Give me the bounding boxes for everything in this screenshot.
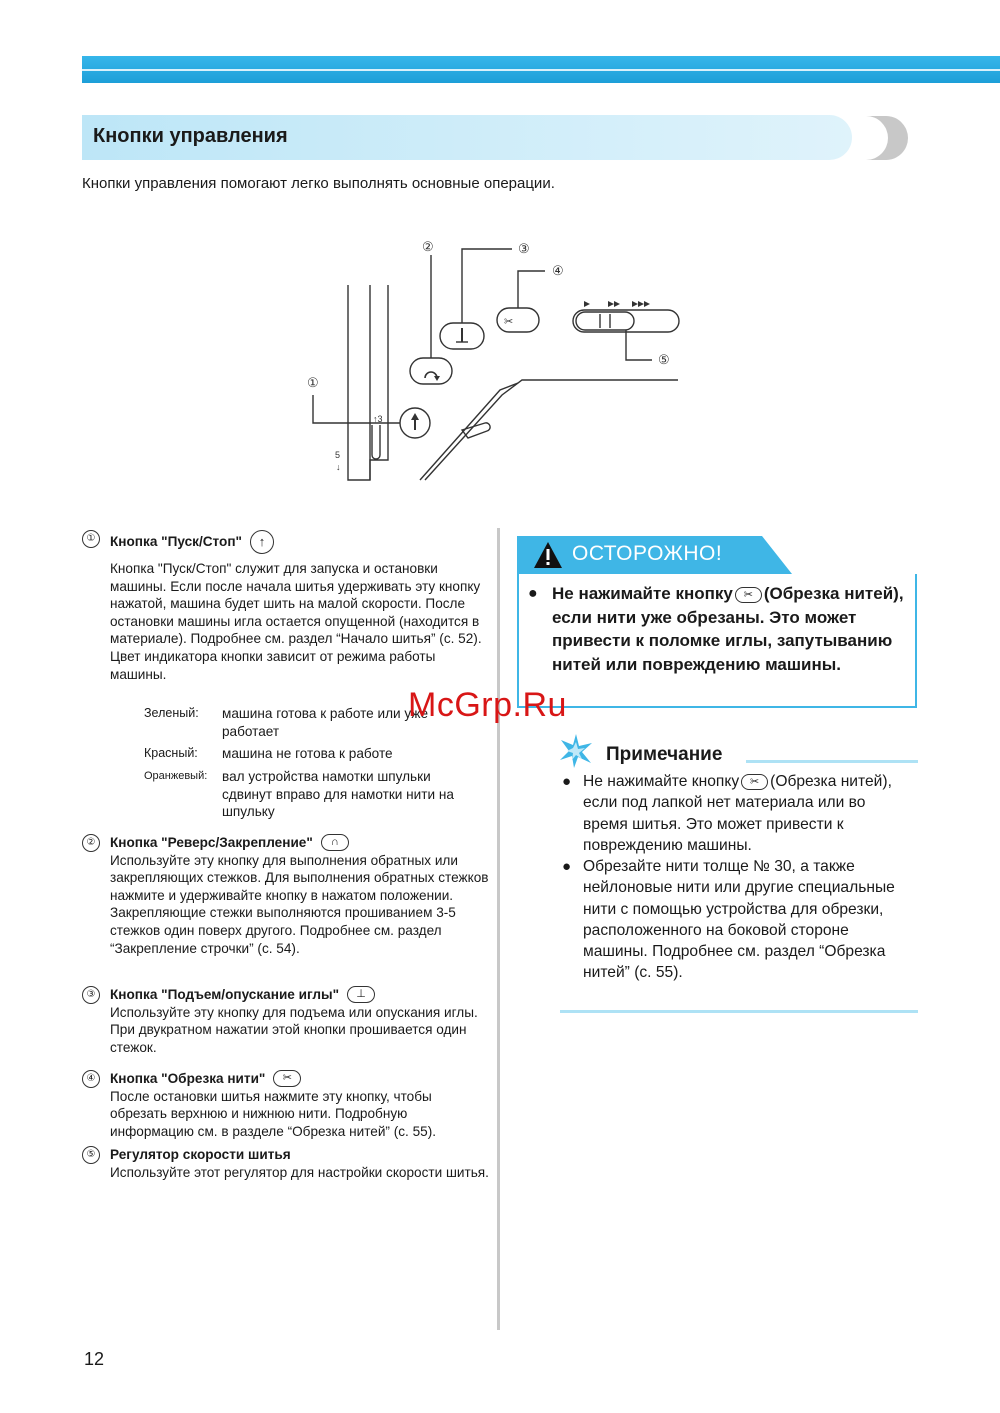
note-sparkle-icon bbox=[558, 733, 594, 769]
item-number: ⑤ bbox=[82, 1146, 100, 1164]
scissors-icon: ✂ bbox=[741, 774, 768, 790]
needle-position-icon: ⊥ bbox=[347, 986, 375, 1003]
intro-text: Кнопки управления помогают легко выполнять основные операции. bbox=[82, 175, 555, 192]
scissors-icon: ✂ bbox=[735, 587, 762, 603]
svg-text:↓: ↓ bbox=[336, 462, 341, 472]
item-scissors bbox=[82, 1070, 492, 1140]
svg-text:⑤: ⑤ bbox=[658, 352, 670, 367]
item-speed bbox=[82, 1146, 492, 1181]
svg-text:④: ④ bbox=[552, 263, 564, 278]
control-panel-diagram bbox=[290, 230, 710, 500]
item-body: Используйте этот регулятор для настройки скорости шитья. bbox=[110, 1164, 489, 1180]
item-reverse bbox=[82, 834, 492, 957]
item-needle bbox=[82, 986, 492, 1056]
item-start-stop bbox=[82, 530, 492, 683]
item-title: Кнопка "Обрезка нити" bbox=[110, 1071, 266, 1086]
caution-text: ● Не нажимайте кнопку ✂ (Обрезка нитей), если нити уже обрезаны. Это может привести к поломке иглы, запутыванию нитей или повреждению машины. bbox=[528, 584, 904, 674]
watermark: McGrp.Ru bbox=[408, 686, 567, 724]
bullet-icon: ● bbox=[562, 773, 572, 790]
item-title: Кнопка "Реверс/Закрепление" bbox=[110, 835, 313, 850]
svg-text:✂: ✂ bbox=[504, 316, 514, 328]
header-bar bbox=[82, 56, 1000, 83]
section-tab-icon bbox=[858, 116, 908, 160]
note-bottom-line bbox=[560, 1010, 918, 1013]
column-divider bbox=[497, 528, 500, 1330]
item-number: ① bbox=[82, 530, 100, 548]
item-number: ④ bbox=[82, 1070, 100, 1088]
caution-title: ОСТОРОЖНО! bbox=[572, 542, 723, 565]
reverse-icon: ∩ bbox=[321, 834, 349, 851]
item-body: Кнопка "Пуск/Стоп" служит для запуска и остановки машины. Если после начала шитья удерживать эту кнопку нажатой, машина будет шить на малой скорости. После остановки машины игла остается опущенной (находится в материале). Подробнее см. раздел “Начало шитья” (с. 52). bbox=[110, 561, 482, 647]
item-body: Используйте эту кнопку для подъема или опускания иглы. При двукратном нажатии этой кнопки прошивается один стежок. bbox=[110, 1004, 478, 1055]
note-item-2: ● Обрезайте нити толще № 30, а также нейлоновые нити или другие специальные нити с помощью устройства для обрезки, расположенного на боковой стороне машины. Подробнее см. раздел “Обрезка нитей” (с. 55). bbox=[562, 858, 895, 982]
svg-text:5: 5 bbox=[335, 450, 341, 460]
item-number: ③ bbox=[82, 986, 100, 1004]
svg-text:②: ② bbox=[422, 239, 434, 254]
note-item-1: ● Не нажимайте кнопку ✂ (Обрезка нитей), если под лапкой нет материала или во время шитья. Это может привести к повреждению машины. bbox=[562, 773, 892, 854]
item-title: Кнопка "Подъем/опускание иглы" bbox=[110, 987, 340, 1002]
item-number: ② bbox=[82, 834, 100, 852]
item-body: После остановки шитья нажмите эту кнопку, чтобы обрезать верхнюю и нижнюю нити. Подробную информацию см. в разделе “Обрезка нитей” (с. 55). bbox=[110, 1088, 437, 1139]
scissors-icon: ✂ bbox=[273, 1070, 301, 1087]
item-body-2: Цвет индикатора кнопки зависит от режима работы машины. bbox=[110, 648, 436, 682]
item-title: Кнопка "Пуск/Стоп" bbox=[110, 534, 242, 550]
note-title: Примечание bbox=[606, 744, 723, 765]
svg-text:①: ① bbox=[307, 375, 319, 390]
page-title: Кнопки управления bbox=[93, 125, 288, 147]
bullet-icon: ● bbox=[528, 585, 538, 602]
start-stop-icon: ↑ bbox=[250, 530, 274, 554]
note-underline bbox=[746, 760, 918, 763]
svg-text:③: ③ bbox=[518, 241, 530, 256]
item-title: Регулятор скорости шитья bbox=[110, 1147, 291, 1162]
bullet-icon: ● bbox=[562, 858, 572, 875]
svg-text:↑3: ↑3 bbox=[373, 414, 383, 424]
item-body: Используйте эту кнопку для выполнения обратных или закрепляющих стежков. Для выполнения обратных стежков нажмите и удерживайте кнопку в нажатом положении. Закрепляющие стежки выполняются прошиванием 3-5 стежков один поверх другого. Подробнее см. раздел “Закрепление строчки” (с. 54). bbox=[110, 852, 489, 956]
page-number: 12 bbox=[84, 1349, 105, 1369]
